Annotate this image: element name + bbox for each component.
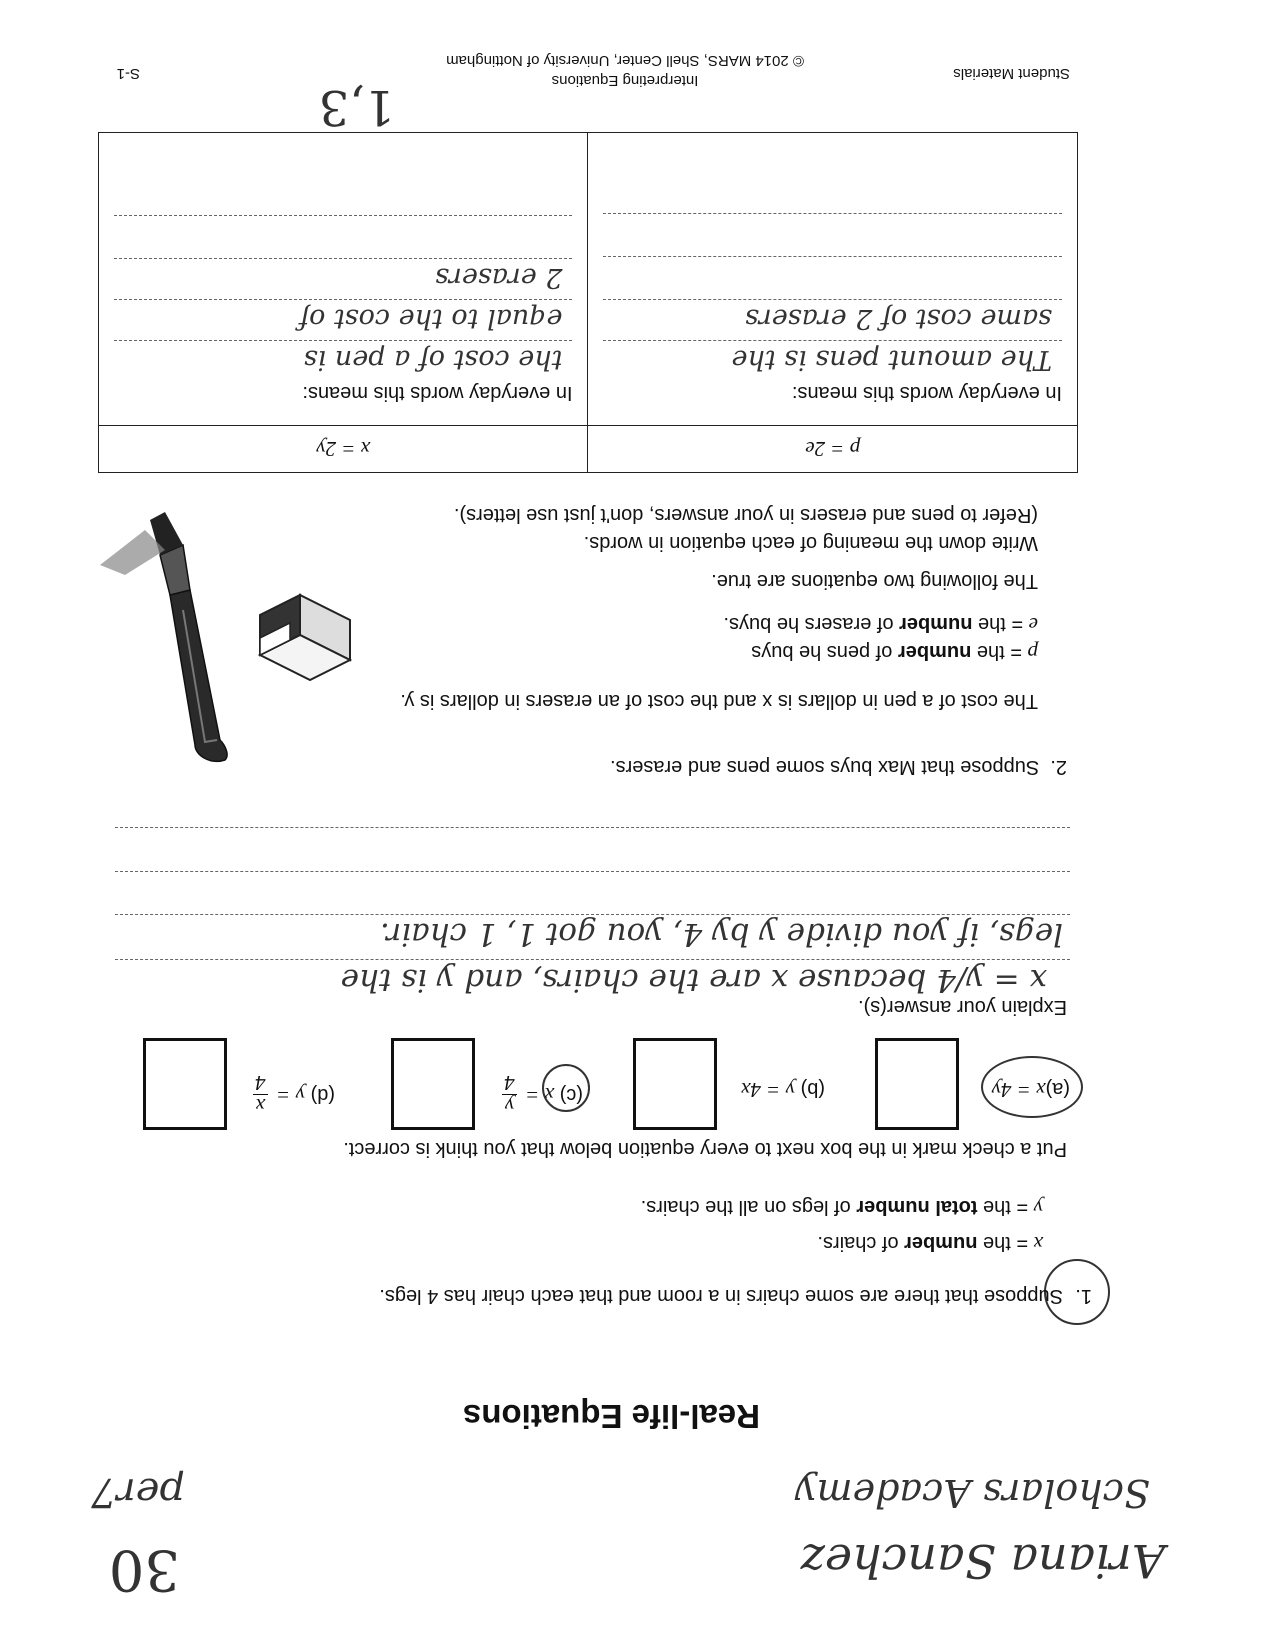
- answer-rule: [115, 914, 1070, 915]
- answer-1-line-2: same cost of 2 erasers: [745, 303, 1052, 334]
- q2-refer-line: (Refer to pens and erasers in your answers, don't just use letters).: [453, 504, 1038, 526]
- answer-rule: [115, 827, 1070, 828]
- q2-def-p: p = the number of pens he buys: [751, 641, 1038, 665]
- page-title: Real-life Equations: [462, 1398, 760, 1435]
- option-d: (d) y = x 4: [255, 1070, 335, 1118]
- q1-answer-line-1: x = y/4 because x are the chairs, and y is the: [340, 962, 1047, 998]
- q1-def-x: x = the number of chairs.: [817, 1232, 1043, 1256]
- footer-center: Interpreting Equations © 2014 MARS, Shell Center, University of Nottingham: [446, 52, 804, 89]
- equation-table: [98, 132, 1078, 473]
- q1-def-y: y = the total number of legs on all the chairs.: [640, 1196, 1043, 1220]
- answer-2-line-1: the cost of a pen is: [303, 344, 563, 375]
- answer-prompt: In everyday words this means:: [791, 382, 1062, 404]
- score-mark: 30: [108, 1537, 180, 1602]
- q1-intro: Suppose that there are some chairs in a room and that each chair has 4 legs.: [379, 1285, 1063, 1307]
- option-b: (b) y = 4x: [741, 1078, 825, 1102]
- footer-left: Student Materials: [953, 65, 1070, 82]
- period-label: per7: [91, 1469, 185, 1515]
- q2-cost-line: The cost of a pen in dollars is x and the cost of an erasers in dollars is y.: [400, 690, 1038, 712]
- option-c: (c) x = y 4: [504, 1070, 583, 1118]
- handwritten-mark: 1,3: [318, 79, 395, 135]
- answer-rule: [115, 871, 1070, 872]
- option-a-checkbox[interactable]: [875, 1038, 959, 1130]
- q1-number: 1.: [1075, 1285, 1092, 1307]
- q2-intro: 2. Suppose that Max buys some pens and erasers.: [610, 756, 1067, 778]
- option-c-checkbox[interactable]: [391, 1038, 475, 1130]
- answer-2-line-2: equal to the cost of: [299, 303, 563, 334]
- footer-right: S-1: [116, 65, 140, 82]
- q2-write-line: Write down the meaning of each equation in words.: [583, 532, 1038, 554]
- option-a: (a)x = 4y: [991, 1078, 1070, 1102]
- answer-prompt: In everyday words this means:: [302, 382, 573, 404]
- eraser-illustration: [250, 580, 370, 690]
- q2-def-e: e = the number of erasers he buys.: [723, 613, 1038, 637]
- table-answer-cell-2: [99, 133, 589, 426]
- answer-rule: [115, 959, 1070, 960]
- q1-instruction: Put a check mark in the box next to every equation below that you think is correct.: [343, 1138, 1067, 1160]
- pen-illustration: [95, 510, 265, 770]
- q2-true-line: The following two equations are true.: [711, 570, 1038, 592]
- teacher-name: Scholars Academy: [795, 1471, 1150, 1515]
- answer-2-line-3: 2 erasers: [435, 262, 563, 293]
- answer-1-line-1: The amount pens is the: [731, 344, 1052, 375]
- option-b-checkbox[interactable]: [633, 1038, 717, 1130]
- table-eq-cell-2: x = 2y: [99, 426, 589, 473]
- table-eq-cell-1: p = 2e: [588, 426, 1078, 473]
- q1-explain-prompt: Explain your answer(s).: [858, 996, 1067, 1018]
- student-name: Ariana Sanchez: [800, 1534, 1165, 1588]
- option-d-checkbox[interactable]: [143, 1038, 227, 1130]
- table-answer-cell-1: [588, 133, 1078, 426]
- q1-answer-line-2: legs, if you divide y by 4, you got 1, 1 chair.: [379, 916, 1063, 952]
